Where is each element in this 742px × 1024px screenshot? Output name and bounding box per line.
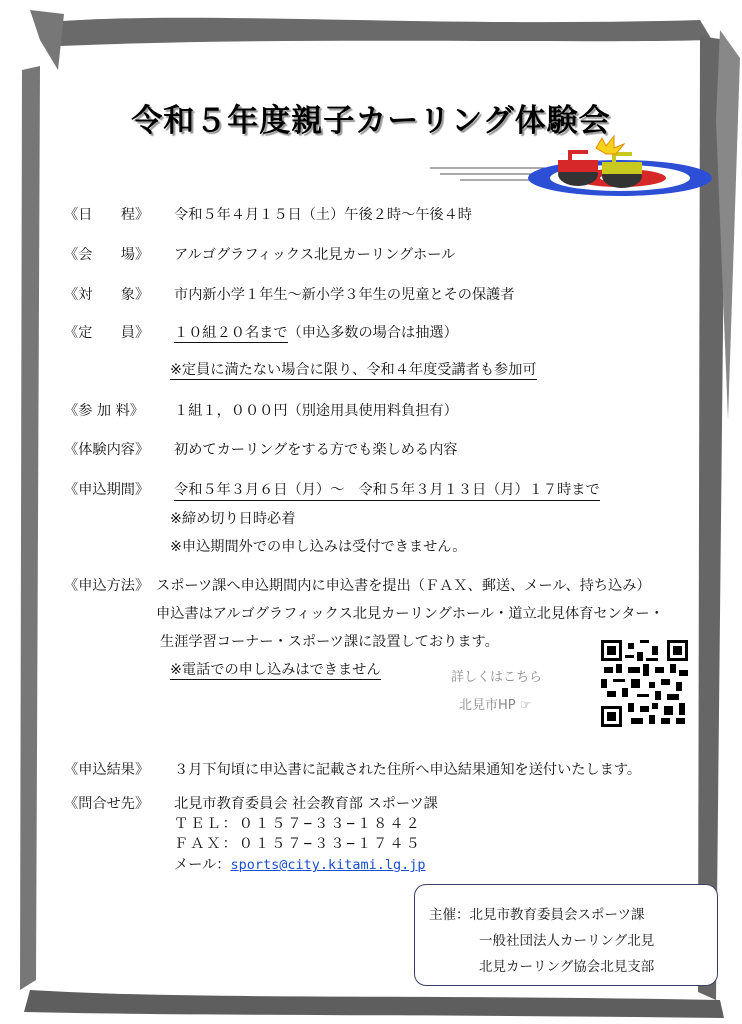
capacity-note: （申込多数の場合は抽選） [287,325,458,341]
method-line3: 生涯学習コーナー・スポーツ課に設置しております。 [160,634,499,650]
venue-label: 《会 場》 [64,247,150,263]
capacity-main: １０組２０名まで [174,325,288,341]
capacity-extra: ※定員に満たない場合に限り、令和４年度受講者も参加可 [170,362,537,378]
qr-link[interactable]: 北見市HP ☞ [459,698,532,713]
period-note1: ※締め切り日時必着 [170,511,296,527]
qr-code-icon[interactable] [601,640,688,727]
method-line1: スポーツ課へ申込期間内に申込書を提出（ＦＡＸ、郵送、メール、持ち込み） [156,578,651,594]
contact-org: 北見市教育委員会 社会教育部 スポーツ課 [174,796,438,812]
capacity-label: 《定 員》 [64,325,150,341]
fee-value: １組１，０００円（別途用具使用料負担有） [174,403,458,419]
period-note2: ※申込期間外での申し込みは受付できません。 [170,539,467,555]
content-value: 初めてカーリングをする方でも楽しめる内容 [174,442,458,458]
target-value: 市内新小学１年生〜新小学３年生の児童とその保護者 [174,287,515,303]
venue-value: アルゴグラフィックス北見カーリングホール [174,247,456,263]
method-note: ※電話での申し込みはできません [170,662,381,678]
contact-mail-link[interactable]: sports@city.kitami.lg.jp [230,857,426,873]
contact-mail-row [174,856,426,874]
result-value: ３月下旬頃に申込書に記載された住所へ申込結果通知を送付いたします。 [174,762,642,778]
method-line2: 申込書はアルゴグラフィックス北見カーリングホール・道立北見体育センター・ [156,606,664,622]
content-label: 《体験内容》 [64,442,150,458]
organizer-line1: 主催：北見市教育委員会スポーツ課 [429,907,645,923]
contact-mail-label: メール： [174,857,231,873]
curling-stones-icon [430,130,712,200]
capacity-value [174,324,458,342]
period-value: 令和５年３月６日（月）〜 令和５年３月１３日（月）１７時まで [174,481,600,501]
qr-hint: 詳しくはこちら [451,670,543,685]
date-value: 令和５年４月１５日（土）午後２時〜午後４時 [174,207,472,223]
period-label: 《申込期間》 [64,482,150,498]
target-label: 《対 象》 [64,287,150,303]
method-label: 《申込方法》 [64,578,150,594]
date-label: 《日 程》 [64,207,150,223]
organizer-line3: 北見カーリング協会北見支部 [479,959,655,975]
result-label: 《申込結果》 [64,762,150,778]
organizer-box [414,884,718,986]
contact-fax: ＦＡＸ：０１５７−３３−１７４５ [174,836,422,852]
contact-tel: ＴＥＬ：０１５７−３３−１８４２ [174,816,422,832]
contact-label: 《問合せ先》 [64,796,150,812]
page-title: 令和５年度親子カーリング体験会 [131,103,611,139]
organizer-line2: 一般社団法人カーリング北見 [479,933,655,949]
fee-label: 《参 加 料》 [64,403,144,419]
